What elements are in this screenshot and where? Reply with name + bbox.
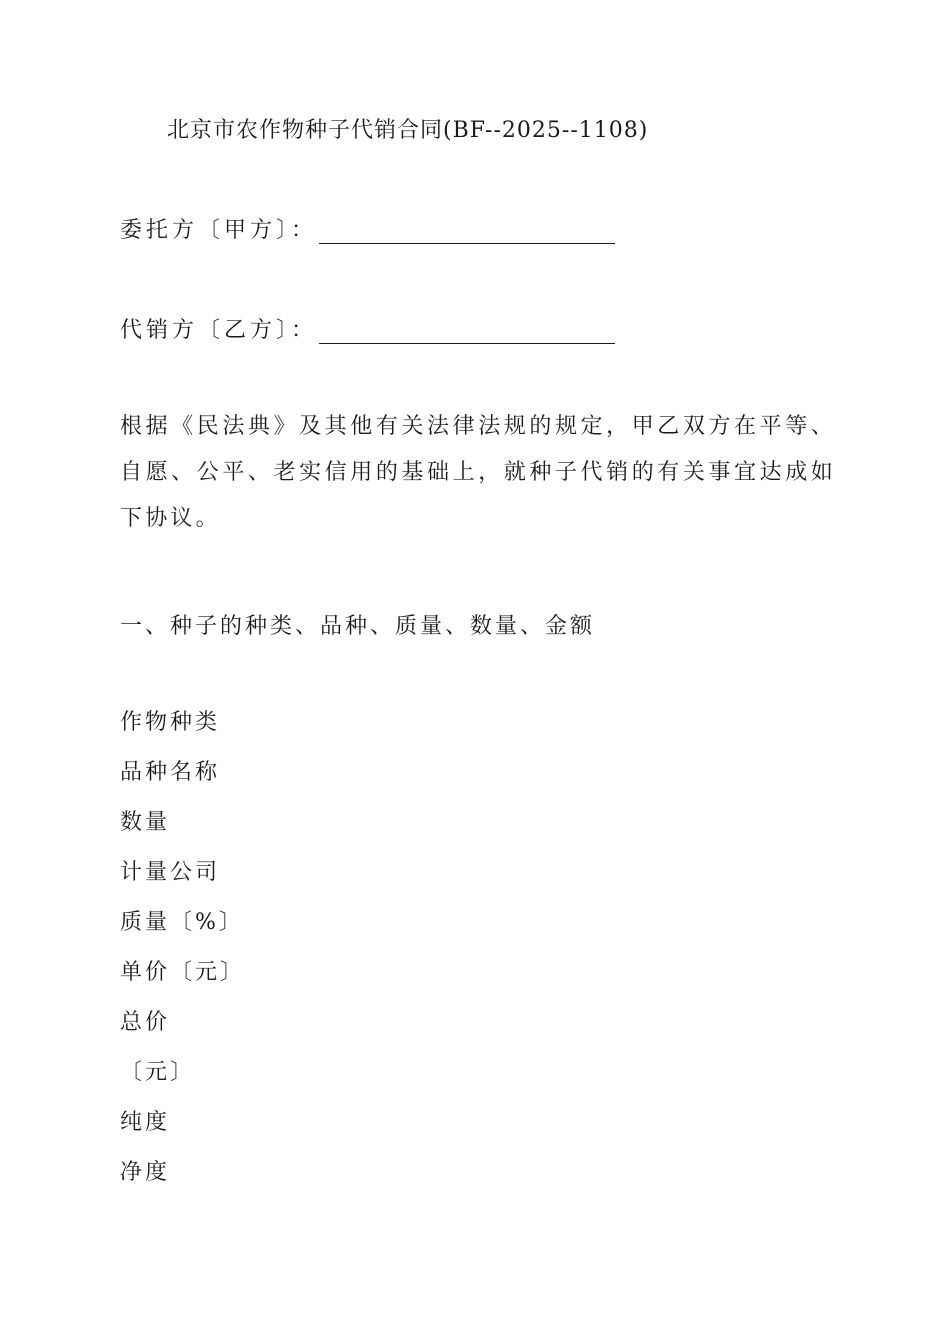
party-a-blank-line xyxy=(319,221,615,244)
field-quantity: 数量 xyxy=(120,810,171,835)
field-variety-name: 品种名称 xyxy=(120,760,221,785)
contract-title: 北京市农作物种子代销合同(BF--2025--1108) xyxy=(167,118,649,143)
party-b-blank-line xyxy=(319,321,615,344)
party-a-row xyxy=(120,213,615,244)
field-purity: 纯度 xyxy=(120,1110,171,1135)
field-unit: 计量公司 xyxy=(120,860,221,885)
party-b-label: 代销方〔乙方〕： xyxy=(120,318,318,343)
field-crop-type: 作物种类 xyxy=(120,710,221,735)
intro-paragraph: 根据《民法典》及其他有关法律法规的规定，甲乙双方在平等、自愿、公平、老实信用的基础上，就种子代销的有关事宜达成如下协议。 xyxy=(120,414,836,531)
party-a-label: 委托方〔甲方〕： xyxy=(120,218,318,243)
party-b-row xyxy=(120,313,615,344)
field-total-price: 总价 xyxy=(120,1010,171,1035)
field-quality: 质量〔%〕 xyxy=(120,910,244,935)
section-1-heading: 一、种子的种类、品种、质量、数量、金额 xyxy=(120,614,596,639)
field-cleanliness: 净度 xyxy=(120,1160,171,1185)
field-unit-price: 单价〔元〕 xyxy=(120,960,246,985)
field-total-price-unit: 〔元〕 xyxy=(120,1060,196,1085)
field-list xyxy=(120,707,245,1207)
